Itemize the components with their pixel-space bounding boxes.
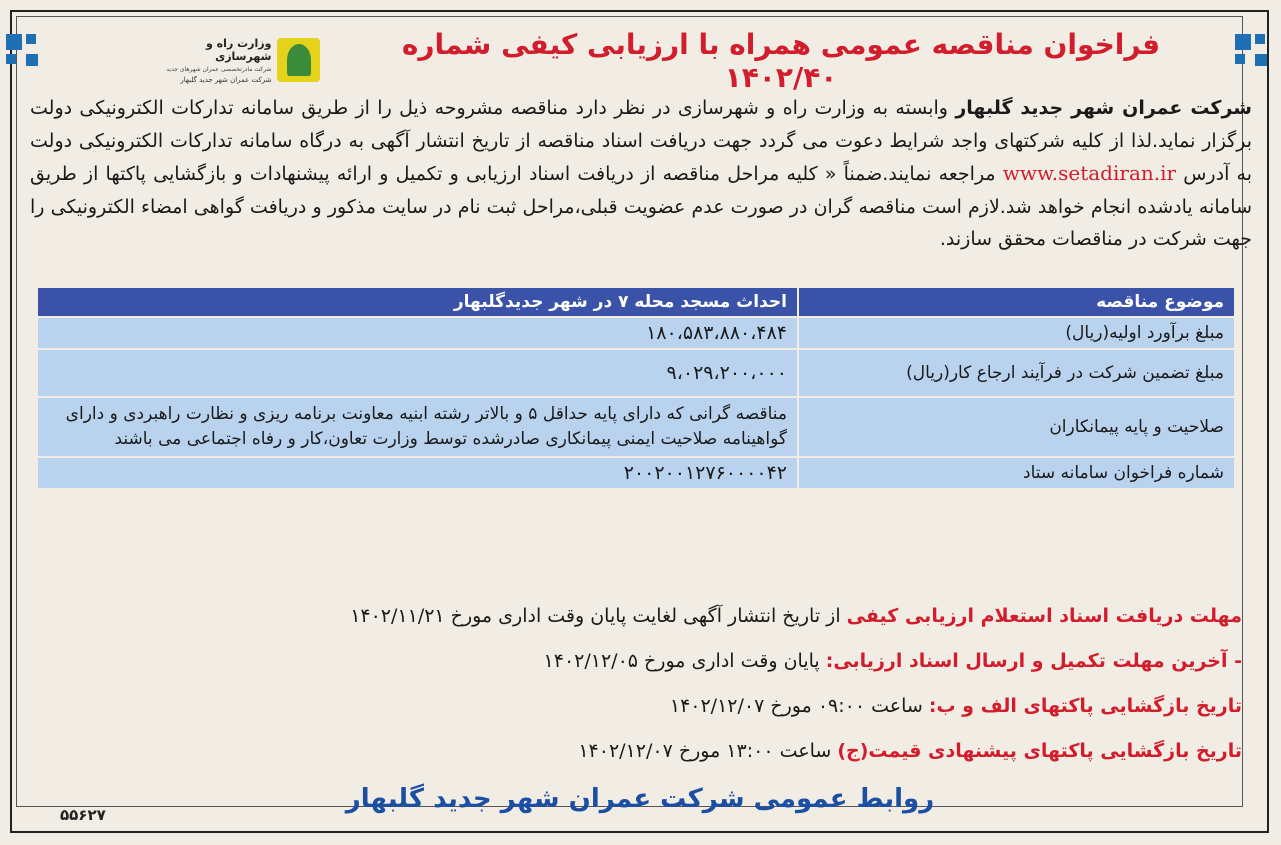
deadline-item xyxy=(30,597,1242,642)
public-relations-signature: روابط عمومی شرکت عمران شهر جدید گلبهار xyxy=(345,784,935,814)
deadline-label: مهلت دریافت اسناد استعلام ارزیابی کیفی xyxy=(846,605,1242,627)
deadline-text: از تاریخ انتشار آگهی لغایت پایان وقت اداری مورخ ۱۴۰۲/۱۱/۲۱ xyxy=(350,605,847,627)
logo-emblem-icon xyxy=(277,38,320,82)
notice-title: فراخوان مناقصه عمومی همراه با ارزیابی کیفی شماره ۱۴۰۲/۴۰ xyxy=(401,28,1161,94)
row-value-call-number: ۲۰۰۲۰۰۱۲۷۶۰۰۰۰۴۲ xyxy=(37,457,798,489)
company-name: شرکت عمران شهر جدید گلبهار xyxy=(955,97,1252,119)
deadline-item xyxy=(30,732,1242,777)
logo-line-2: شرکت مادرتخصصی عمران شهرهای جدید xyxy=(166,65,272,73)
ministry-logo xyxy=(150,34,320,86)
deadline-label: - آخرین مهلت تکمیل و ارسال اسناد ارزیابی: xyxy=(825,650,1242,672)
intro-text-2: مراجعه نمایند.ضمناً « کلیه مراحل مناقصه از دریافت اسناد ارزیابی و تکمیل و ارائه پیشنهادات و بازگشایی پاکتها از طریق سامانه یادشده انجام خواهد شد.لازم است مناقصه گران در صورت عدم عضویت قبلی،مراحل ثبت نام در سایت مذکور و دریافت گواهی امضاء الکترونیکی را جهت شرکت در مناقصات محقق سازند. xyxy=(30,163,1252,250)
table-row xyxy=(37,349,1235,397)
row-label-call-number: شماره فراخوان سامانه ستاد xyxy=(798,457,1235,489)
deadline-text: پایان وقت اداری مورخ ۱۴۰۲/۱۲/۰۵ xyxy=(543,650,826,672)
corner-ornament-left xyxy=(6,34,46,74)
ad-reference-number: ۵۵۶۲۷ xyxy=(60,806,106,824)
logo-line-1: وزارت راه و شهرسازی xyxy=(206,36,272,63)
tender-details-table xyxy=(36,286,1236,490)
table-row xyxy=(37,457,1235,489)
row-label-guarantee: مبلغ تضمین شرکت در فرآیند ارجاع کار(ریال) xyxy=(798,349,1235,397)
intro-text-1: وابسته به وزارت راه و شهرسازی در نظر دارد مناقصه مشروحه ذیل را از طریق سامانه تدارکات الکترونیکی دولت برگزار نماید.لذا از کلیه شرکتهای واجد شرایط دعوت می گردد جهت دریافت اسناد مناقصه از تاریخ انتشار آگهی به درگاه سامانه تدارکات الکترونیکی دولت به آدرس xyxy=(30,97,1252,185)
deadlines-list xyxy=(30,597,1242,777)
deadline-item xyxy=(30,687,1242,732)
row-label-qualification: صلاحیت و پایه پیمانکاران xyxy=(798,397,1235,457)
deadline-label: تاریخ بازگشایی پاکتهای الف و ب: xyxy=(928,695,1242,717)
row-label-estimate: مبلغ برآورد اولیه(ریال) xyxy=(798,317,1235,349)
logo-line-3: شرکت عمران شهر جدید گلبهار xyxy=(180,75,272,84)
deadline-text: ساعت ۰۹:۰۰ مورخ ۱۴۰۲/۱۲/۰۷ xyxy=(669,695,929,717)
row-value-subject: احداث مسجد محله ۷ در شهر جدیدگلبهار xyxy=(37,287,798,317)
table-row xyxy=(37,397,1235,457)
row-value-qualification: مناقصه گرانی که دارای پایه حداقل ۵ و بالاتر رشته ابنیه معاونت برنامه ریزی و نظارت راهبردی و دارای گواهینامه صلاحیت ایمنی پیمانکاری صادرشده توسط وزارت تعاون،کار و رفاه اجتماعی می باشند xyxy=(37,397,798,457)
logo-text xyxy=(150,37,271,84)
intro-paragraph xyxy=(30,92,1252,256)
row-label-subject: موضوع مناقصه xyxy=(798,287,1235,317)
row-value-estimate: ۱۸۰،۵۸۳،۸۸۰،۴۸۴ xyxy=(37,317,798,349)
setad-url-link[interactable]: www.setadiran.ir xyxy=(1002,161,1177,185)
corner-ornament-right xyxy=(1235,34,1275,74)
row-value-guarantee: ۹،۰۲۹،۲۰۰،۰۰۰ xyxy=(37,349,798,397)
table-row xyxy=(37,287,1235,317)
table-row xyxy=(37,317,1235,349)
deadline-text: ساعت ۱۳:۰۰ مورخ ۱۴۰۲/۱۲/۰۷ xyxy=(578,740,838,762)
deadline-label: تاریخ بازگشایی پاکتهای پیشنهادی قیمت(ج) xyxy=(837,740,1242,762)
deadline-item xyxy=(30,642,1242,687)
